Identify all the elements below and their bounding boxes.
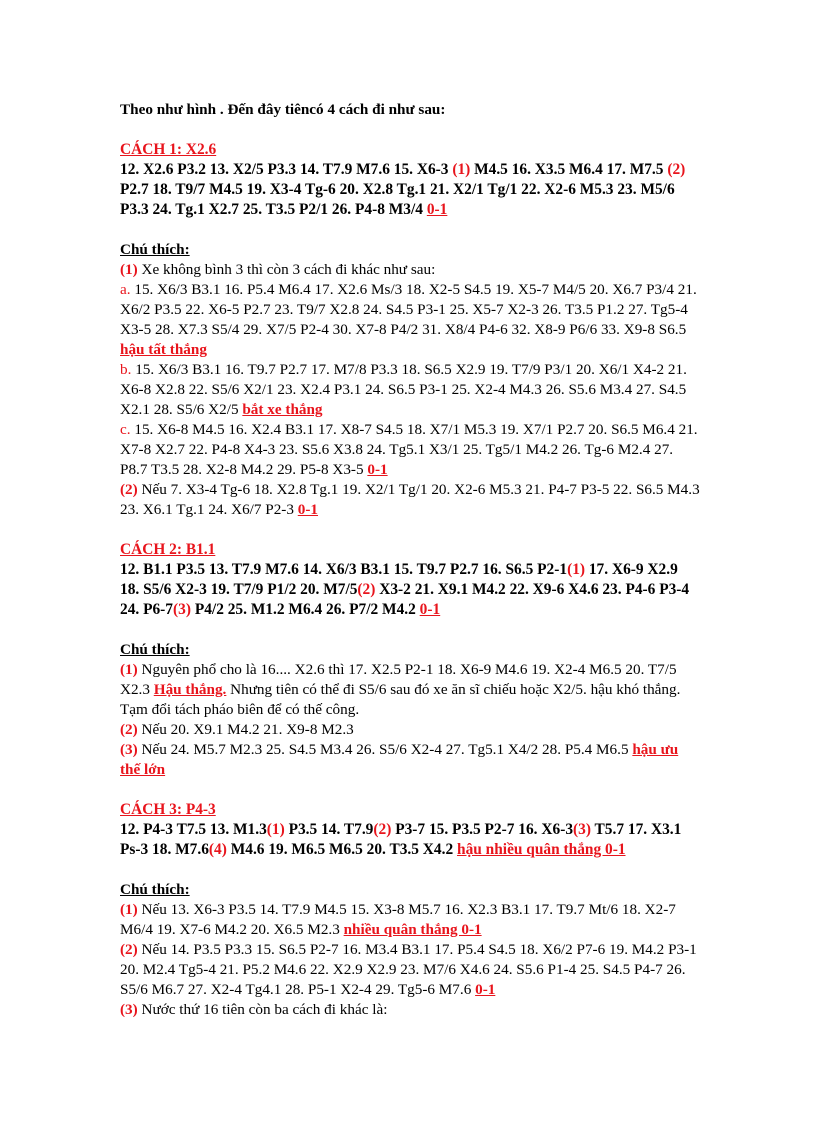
highlight-text: 0-1 [367,461,388,478]
text-run: Nếu 24. M5.7 M2.3 25. S4.5 M3.4 26. S5/6 X2-4 27. Tg5.1 X4/2 28. P5.4 M6.5 [137,741,633,758]
highlight-text: (1) [120,901,138,918]
highlight-text: (1) [120,261,138,278]
text-run: Nếu 13. X6-3 P3.5 14. T7.9 M4.5 15. X3-8 M5.7 16. X2.3 B3.1 17. T9.7 Mt/6 18. X2-7 M6/4 19. X7-6 M4.2 20. X6.5 M2.3 [120,901,676,938]
highlight-text: 0-1 [297,501,319,518]
section-cach-1 [120,140,700,520]
text-run: Nước thứ 16 tiên còn ba cách đi khác là: [137,1001,388,1018]
text-run: T5.7 17. X3.1 Ps-3 18. M7.6 [120,821,682,858]
highlight-text: (1) [266,821,285,838]
section-heading: CÁCH 1: X2.6 [120,141,217,158]
note-item [120,480,700,520]
highlight-text: hậu tất thắng [120,341,207,358]
section-cach-2 [120,540,700,780]
text-run: Nếu 20. X9.1 M4.2 21. X9-8 M2.3 [137,721,354,738]
highlight-text: (2) [120,481,138,498]
text-run: M4.6 19. M6.5 M6.5 20. T3.5 X4.2 [226,841,458,858]
intro-text: Theo như hình . Đến đây tiêncó 4 cách đi như sau: [120,101,446,118]
text-run: P3-7 15. P3.5 P2-7 16. X6-3 [391,821,574,838]
text-run: 17. X6-9 X2.9 18. S5/6 X2-3 19. T7/9 P1/2 20. M7/5 [120,561,678,598]
notes-list [120,260,700,520]
highlight-text: Hậu thắng. [153,681,227,698]
note-item [120,420,700,480]
highlight-text: hậu nhiều quân thắng 0-1 [457,841,626,858]
highlight-text: c. [120,421,131,438]
text-run: 12. B1.1 P3.5 13. T7.9 M7.6 14. X6/3 B3.1 15. T9.7 P2.7 16. S6.5 P2-1 [120,561,568,578]
main-line [120,560,700,620]
text-run: Xe không bình 3 thì còn 3 cách đi khác như sau: [137,261,436,278]
note-item [120,900,700,940]
text-run: M4.5 16. X3.5 M6.4 17. M7.5 [470,161,668,178]
highlight-text: (3) [120,741,138,758]
text-run: P3.5 14. T7.9 [284,821,374,838]
highlight-text: (1) [567,561,586,578]
highlight-text: (3) [173,601,191,618]
note-item [120,280,700,360]
highlight-text: (2) [667,161,686,178]
text-run: Nếu 14. P3.5 P3.3 15. S6.5 P2-7 16. M3.4 B3.1 17. P5.4 S4.5 18. X6/2 P7-6 19. M4.2 P3-1 20. M2.4 Tg5-4 21. P5.2 M4.6 22. X2.9 X2.9 23. M7/6 X4.6 24. S5.6 P1-4 25. S4.5 P4-7 26. S5/6 M6.7 27. X2-4 Tg4.1 28. P5-1 X2-4 29. Tg5-6 M7.6 [120,941,697,998]
highlight-text: 0-1 [419,601,441,618]
highlight-text: (3) [120,1001,138,1018]
note-item [120,940,700,1000]
highlight-text: (2) [373,821,392,838]
highlight-text: (3) [573,821,591,838]
text-run: P2.7 18. T9/7 M4.5 19. X3-4 Tg-6 20. X2.8 Tg.1 21. X2/1 Tg/1 22. X2-6 M5.3 23. M5/6 P3.3 24. Tg.1 X2.7 25. T3.5 P2/1 26. P4-8 M3/4 [120,181,675,218]
notes-list [120,900,700,1020]
note-item [120,720,700,740]
highlight-text: b. [120,361,132,378]
note-heading: Chú thích: [120,641,190,658]
notes-list [120,660,700,780]
main-line [120,160,700,220]
highlight-text: a. [120,281,131,298]
note-item [120,360,700,420]
text-run: X3-2 21. X9.1 M4.2 22. X9-6 X4.6 23. P4-6 P3-4 24. P6-7 [120,581,690,618]
highlight-text: 0-1 [426,201,448,218]
text-run: Nhưng tiên có thể đi S5/6 sau đó xe ăn sĩ chiếu hoặc X2/5. hậu khó thắng. Tạm đổi tách pháo biên để có thế công. [120,681,681,718]
highlight-text: (1) [452,161,471,178]
text-run: P4/2 25. M1.2 M6.4 26. P7/2 M4.2 [190,601,420,618]
text-run: 12. P4-3 T7.5 13. M1.3 [120,821,267,838]
section-heading: CÁCH 3: P4-3 [120,801,216,818]
section-heading: CÁCH 2: B1.1 [120,541,216,558]
highlight-text: (2) [120,721,138,738]
text-run: 15. X6/3 B3.1 16. T9.7 P2.7 17. M7/8 P3.3 18. S6.5 X2.9 19. T7/9 P3/1 20. X6/1 X4-2 21. X6-8 X2.8 22. S5/6 X2/1 23. X2.4 P3.1 24. S6.5 P3-1 25. X2-4 M4.3 26. S5.6 M3.4 27. S4.5 X2.1 28. S5/6 X2/5 [120,361,687,418]
note-heading: Chú thích: [120,241,190,258]
highlight-text: (2) [357,581,376,598]
highlight-text: (4) [208,841,227,858]
note-item [120,260,700,280]
highlight-text: bắt xe thắng [242,401,323,418]
section-cach-3 [120,800,700,1020]
main-line [120,820,700,860]
note-item [120,1000,700,1020]
text-run: 15. X6/3 B3.1 16. P5.4 M6.4 17. X2.6 Ms/3 18. X2-5 S4.5 19. X5-7 M4/5 20. X6.7 P3/4 21. X6/2 P3.5 22. X6-5 P2.7 23. T9/7 X2.8 24. S4.5 P3-1 25. X5-7 X2-3 26. T3.5 P1.2 27. Tg5-4 X3-5 28. X7.3 S5/4 29. X7/5 P2-4 30. X7-8 P4/2 31. X8/4 P4-6 32. X8-9 P6/6 33. X9-8 S6.5 [120,281,697,338]
text-run: 15. X6-8 M4.5 16. X2.4 B3.1 17. X8-7 S4.5 18. X7/1 M5.3 19. X7/1 P2.7 20. S6.5 M6.4 21. X7-8 X2.7 22. P4-8 X4-3 23. S5.6 X3.8 24. Tg5.1 X3/1 25. Tg5/1 M4.2 26. Tg-6 M2.4 27. P8.7 T3.5 28. X2-8 M4.2 29. P5-8 X3-5 [120,421,698,478]
document-page [120,100,700,1020]
note-heading: Chú thích: [120,881,190,898]
highlight-text: (2) [120,941,138,958]
highlight-text: hậu ưu thế lớn [120,741,679,778]
note-item [120,660,700,720]
text-run: 12. X2.6 P3.2 13. X2/5 P3.3 14. T7.9 M7.6 15. X6-3 [120,161,453,178]
highlight-text: 0-1 [475,981,496,998]
highlight-text: nhiều quân thắng 0-1 [343,921,482,938]
note-item [120,740,700,780]
text-run: Nếu 7. X3-4 Tg-6 18. X2.8 Tg.1 19. X2/1 Tg/1 20. X2-6 M5.3 21. P4-7 P3-5 22. S6.5 M4.3 23. X6.1 Tg.1 24. X6/7 P2-3 [120,481,700,518]
text-run: Nguyên phổ cho là 16.... X2.6 thì 17. X2.5 P2-1 18. X6-9 M4.6 19. X2-4 M6.5 20. T7/5 X2.3 [120,661,677,698]
highlight-text: (1) [120,661,138,678]
